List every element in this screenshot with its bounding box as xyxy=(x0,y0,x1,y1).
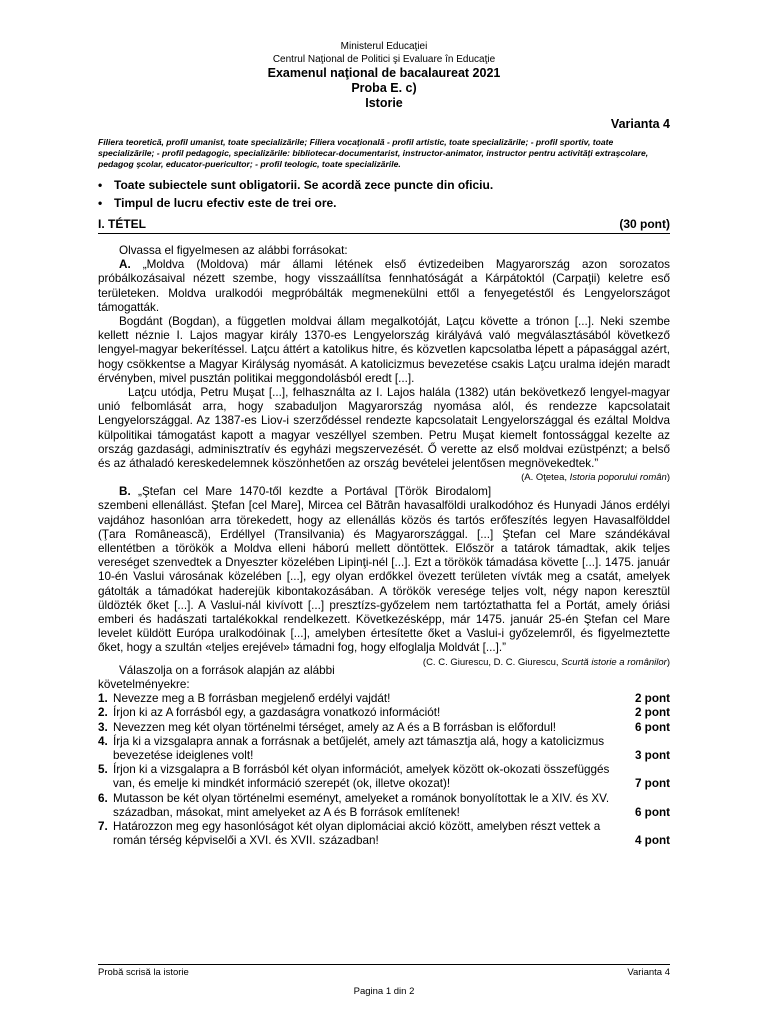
subject-label: Istorie xyxy=(365,96,403,110)
rules-list xyxy=(98,176,670,212)
exam-page xyxy=(98,40,670,848)
source-a-label: A. xyxy=(119,258,131,272)
exam-title: Examenul naţional de bacalaureat 2021 xyxy=(267,66,501,80)
filiera-text: Filiera teoretică, profil umanist, toate specializările; Filiera vocaţională - profil artistic, toate specializările; - profil sportiv, toate specializările; - profil pedagogic, specializările: bibliotecar-documentarist, instructor-animator, instructor pentru activităţi extraşcolare, pedagog şcolar, educator-puericultor; - profil teologic, toate specializările. xyxy=(98,137,649,169)
source-b-citation xyxy=(402,656,670,670)
question-text: Mutasson be két olyan történelmi eseményt, amelyeket a románok bonyolítottak le a XIV. és XV. században, másokat, mint amelyeket az A és B források említenek! xyxy=(113,791,610,819)
questions-intro: Válaszolja on a források alapján az alábbi követelményekre: xyxy=(98,663,335,691)
rule-item: • Toate subiectele sunt obligatorii. Se acordă zece puncte din oficiu. xyxy=(98,176,670,194)
question-points: 4 pont xyxy=(634,834,670,848)
question-number: 1. xyxy=(98,692,108,706)
question-text: Határozzon meg egy hasonlóságot két olyan diplomáciai akció között, amelyben részt vettek a román térség képviselői a XVI. és XVII. században! xyxy=(113,819,601,848)
citation-title: Istoria poporului român xyxy=(569,472,667,484)
question-points: 2 pont xyxy=(634,706,670,720)
source-a-paragraph-1 xyxy=(98,258,670,315)
question-number: 2. xyxy=(98,706,108,720)
source-b-paragraph xyxy=(98,485,670,668)
source-a-paragraph-3 xyxy=(98,386,670,484)
source-a-citation xyxy=(491,471,670,485)
question-number: 5. xyxy=(98,763,108,777)
source-b-text: „Ştefan cel Mare 1470-től kezdte a Portával [Török Birodalom] szembeni ellenállást. Ştefan [cel Mare], Mircea cel Bătrân havasalföldi uralkodóhoz és Hunyadi János erdélyi vajdához hasonlóan arra törekedett, hogy az ellenállás közös és tartós erőfeszítés legyen Havasalfölddel (Ţara Românească), Erdéllyel (Transilvania) és Magyarországgal. [...] Ştefan cel Mare szándékával ellentétben a törökök a Moldva elleni háború mellett döntöttek. Először a tatárok támadtak, akik teljes vereséget szenvedtek a Dnyeszter közelében Lipinţi-nél [...]. Ezt a törökök támadása követte [...]. 1475. január 10-én Vaslui városának közelében [...], egy olyan erdőkkel övezett területen vívták meg a csatát, amelyek gátolták a támadókat haderejük kibontakozásában. A törökök veresége teljes volt, négy napon keresztül üldözték őket [...]. A Vaslui-nál kivívott [...] presztízs-győzelem nem tartóztathatta fel a Portát, amely óriási emberi és hadászati tartalékokkal rendelkezett. Következésképp, már 1475. január 25-én Ştefan cel Mare levelet küldött Európa uralkodóinak [...], amelyben értesítette őket a Vaslui-i győzelemről, és figyelmeztette őket, hogy a szultán «teljes erejével» támadni fog, hogy elfoglalja Moldvát [...].” xyxy=(98,485,670,655)
question-item xyxy=(98,721,670,735)
citation-title: Scurtă istorie a românilor xyxy=(561,656,667,668)
source-a-paragraph-2: Bogdánt (Bogdan), a független moldvai állam megalkotóját, Laţcu követte a trónon [...]. Neki szembe kellett néznie I. Lajos magyar király 1370-es Lengyelország királyává való megválasztásából következő lengyel-magyar bekerítéssel. Laţcu áttért a katolikus hitre, és közvetlen kapcsolatba lépett a pápasággal azért, hogy csökkentse a Magyar Királyság nyomását. A katolicizmus bevezetése csakis Laţcu uralma idején maradt érvényben, mivel pusztán politikai meggondolásból eredt [...]. xyxy=(98,315,670,385)
source-a-text-1: „Moldva (Moldova) már állami létének első évtizedeiben Magyarország azon sorozatos próbálkozásaival nézett szembe, hogy visszaállítsa fennhatóságát a Kárpátoktól (Carpaţii) keletre eső területeken. Moldva uralkodói megpróbálták megmenekülni ettől a fenyegetéstől és Lengyelországot támogatták. xyxy=(98,258,670,314)
section-heading xyxy=(98,216,670,234)
question-number: 3. xyxy=(98,720,108,734)
page-number: Pagina 1 din 2 xyxy=(353,986,415,997)
question-text: Nevezze meg a B forrásban megjelenő erdélyi vajdát! xyxy=(113,692,391,706)
question-item xyxy=(98,706,670,720)
question-points: 7 pont xyxy=(634,777,670,791)
question-item xyxy=(98,792,670,820)
citation-author: (A. Oţetea, xyxy=(521,472,570,484)
question-item xyxy=(98,692,670,706)
question-item xyxy=(98,763,670,791)
question-points: 6 pont xyxy=(634,720,670,734)
question-text: Nevezzen meg két olyan történelmi térséget, amely az A és a B forrásban is előfordul! xyxy=(113,720,557,734)
question-points: 2 pont xyxy=(634,692,670,706)
citation-author: (C. C. Giurescu, D. C. Giurescu, xyxy=(422,656,562,668)
source-b-label: B. xyxy=(119,485,131,499)
question-item xyxy=(98,820,670,848)
page-footer xyxy=(98,964,670,978)
question-number: 4. xyxy=(98,734,108,748)
variant-label: Varianta 4 xyxy=(610,117,670,131)
ministry-name: Ministerul Educaţiei xyxy=(340,41,428,52)
question-text: Írjon ki a vizsgalapra a B forrásból két olyan információt, amelyek között ok-okozati összefüggés van, és emelje ki mindkét információ szerepét (ok, illetve okozat)! xyxy=(113,763,610,791)
question-points: 6 pont xyxy=(634,805,670,819)
question-number: 6. xyxy=(98,791,108,805)
proba-label: Proba E. c) xyxy=(351,81,417,95)
source-a-text-3: Laţcu utódja, Petru Muşat [...], felhasználta az I. Lajos halála (1382) után bekövetkező lengyel-magyar unió felbomlását arra, hogy szabaduljon Magyarország nyomása alól, és rendezze kapcsolatait Lengyelországgal. Az 1387-es Liov-i szerződéssel rendezte kapcsolatait Lengyelországgal és ezáltal Moldva külpolitikai támogatást kapott a magyar veszéllyel szemben. Petru Muşat kiemelt fontossággal kezelte az ország gazdasági, adminisztratív és egyházi megszervezését. Ő verette az első moldvai ezüstpénzt; a belső és az áthaladó kereskedelemnek köszönhetően az ország bevételei jelentősen megnövekedtek.” xyxy=(98,386,670,471)
question-points: 3 pont xyxy=(634,748,670,762)
section-points: (30 pont) xyxy=(619,217,670,231)
footer-left: Probă scrisă la istorie xyxy=(98,967,189,978)
questions-list xyxy=(98,692,670,848)
question-item xyxy=(98,735,670,763)
question-text: Írja ki a vizsgalapra annak a forrásnak a betűjelét, amely azt támasztja alá, hogy a katolicizmus bevezetése ideiglenes volt! xyxy=(113,734,605,762)
citation-end: ) xyxy=(666,656,670,668)
rule-item: • Timpul de lucru efectiv este de trei ore. xyxy=(98,194,670,212)
citation-end: ) xyxy=(666,472,670,484)
section-title: I. TÉTEL xyxy=(98,217,146,231)
question-number: 7. xyxy=(98,819,108,833)
question-text: Írjon ki az A forrásból egy, a gazdaságra vonatkozó információt! xyxy=(113,706,441,720)
sources-intro: Olvassa el figyelmesen az alábbi forrásokat: xyxy=(119,244,348,257)
footer-right: Varianta 4 xyxy=(627,967,670,978)
center-name: Centrul Naţional de Politici şi Evaluare în Educaţie xyxy=(272,54,496,65)
sources xyxy=(98,244,670,668)
